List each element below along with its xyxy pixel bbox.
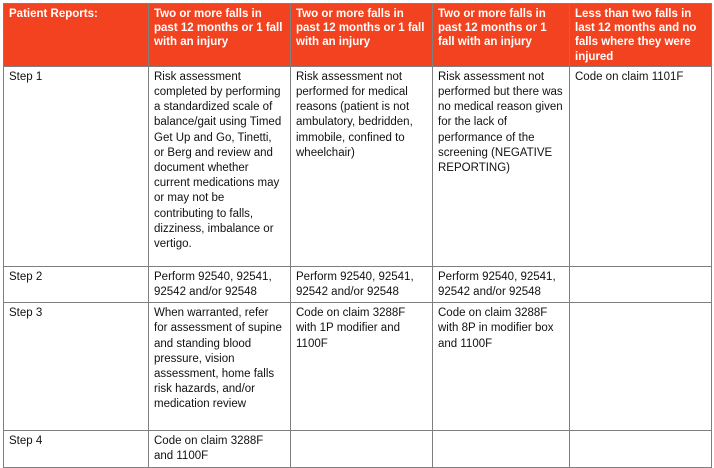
header-two-or-more-falls-2: Two or more falls in past 12 months or 1 fall with an injury (291, 4, 433, 67)
table-cell: Risk assessment not performed for medical reasons (patient is not ambulatory, bedridden, immobile, confined to wheelchair) (291, 66, 433, 266)
table-row (4, 66, 712, 266)
table-cell: Perform 92540, 92541, 92542 and/or 92548 (433, 266, 570, 302)
header-less-than-two-falls: Less than two falls in last 12 months and no falls where they were injured (570, 4, 712, 67)
step-label: Step 4 (4, 431, 149, 467)
table-cell: When warranted, refer for assessment of supine and standing blood pressure, vision assessment, home falls risk hazards, and/or medication review (149, 303, 291, 431)
table-cell: Risk assessment completed by performing a standardized scale of balance/gait using Timed Get Up and Go, Tinetti, or Berg and review and document whether current medications may or may not be contributing to falls, dizziness, imbalance or vertigo. (149, 66, 291, 266)
table-cell: Code on claim 3288F with 1P modifier and 1100F (291, 303, 433, 431)
table-cell (570, 266, 712, 302)
table-row (4, 266, 712, 302)
table-cell (570, 431, 712, 467)
header-two-or-more-falls-1: Two or more falls in past 12 months or 1 fall with an injury (149, 4, 291, 67)
table-row (4, 303, 712, 431)
table-cell (291, 431, 433, 467)
table-cell (570, 303, 712, 431)
table-row (4, 431, 712, 467)
header-two-or-more-falls-3: Two or more falls in past 12 months or 1 fall with an injury (433, 4, 570, 67)
step-label: Step 3 (4, 303, 149, 431)
table-cell: Code on claim 3288F and 1100F (149, 431, 291, 467)
header-row (4, 4, 712, 67)
step-label: Step 2 (4, 266, 149, 302)
table-cell: Perform 92540, 92541, 92542 and/or 92548 (291, 266, 433, 302)
table-cell: Risk assessment not performed but there was no medical reason given for the lack of performance of the screening (NEGATIVE REPORTING) (433, 66, 570, 266)
table-cell (433, 431, 570, 467)
step-label: Step 1 (4, 66, 149, 266)
table-cell: Code on claim 3288F with 8P in modifier box and 1100F (433, 303, 570, 431)
table-cell: Code on claim 1101F (570, 66, 712, 266)
header-patient-reports: Patient Reports: (4, 4, 149, 67)
falls-reporting-table (3, 3, 712, 468)
table-cell: Perform 92540, 92541, 92542 and/or 92548 (149, 266, 291, 302)
